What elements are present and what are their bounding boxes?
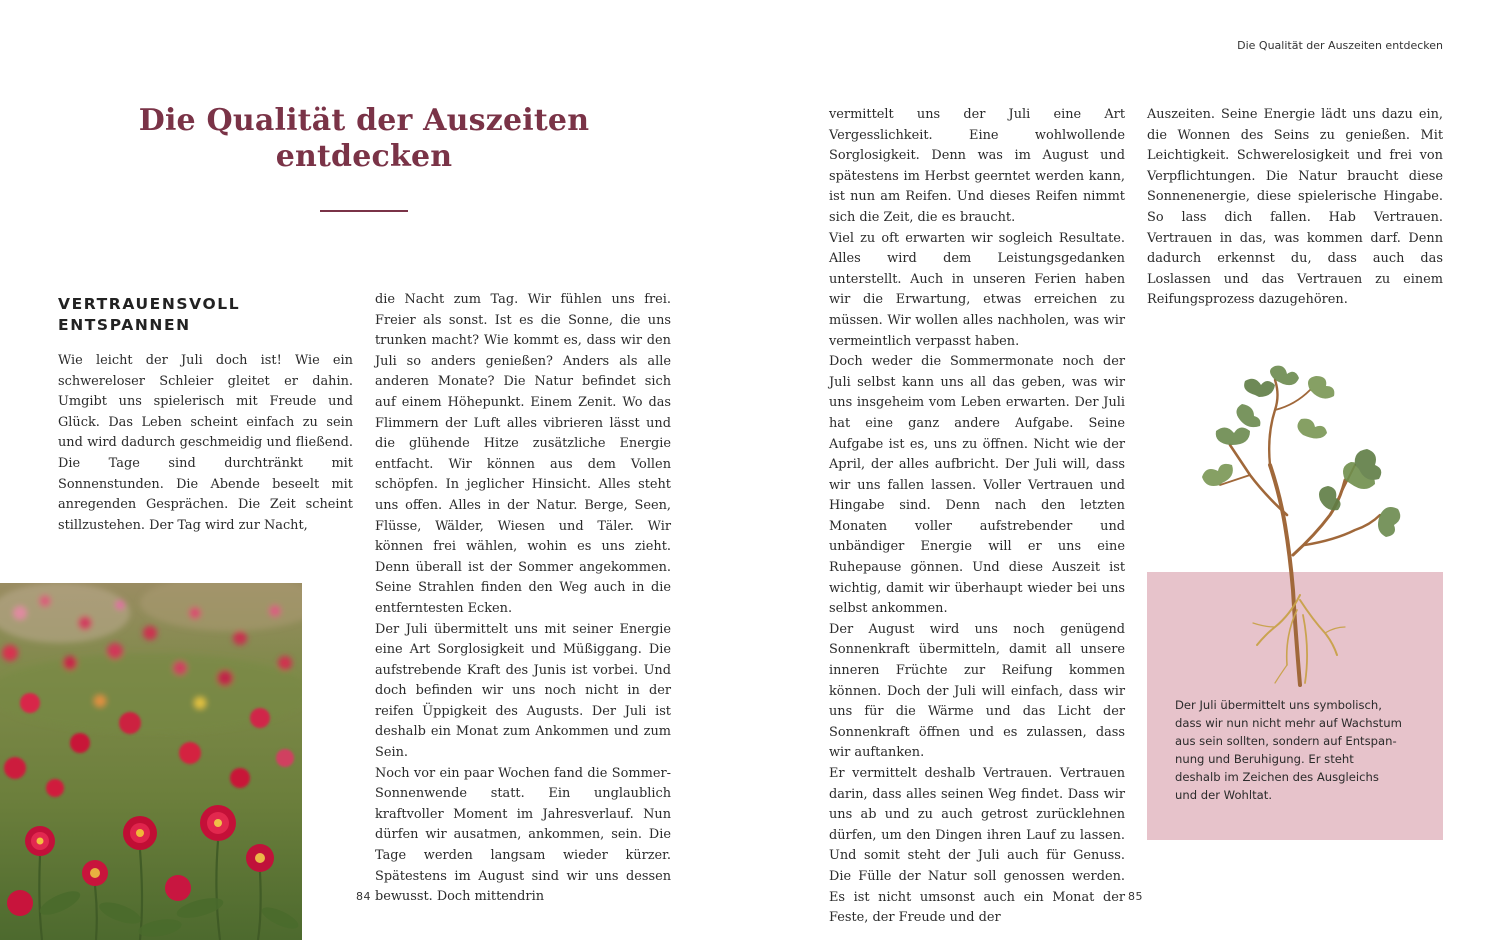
text-column-1 [58,351,353,536]
text-column-2 [375,290,671,908]
zinnia-flower-field-image [0,583,302,940]
info-box-line: aus sein sollten, sondern auf Entspan- [1175,734,1397,748]
info-box-line: nung und Beruhigung. Er steht [1175,752,1354,766]
paragraph: Er vermittelt deshalb Vertrauen. Vertrauen darin, dass alles seinen Weg findet. Dass wir uns ab und zu auch getrost zurücklehnen dürfen, um den Dingen ihren Lauf zu lassen. Und somit steht der Juli auch für Genuss. Die Fülle der Natur soll genossen werden. Es ist nicht umsonst auch ein Monat der Feste, der Freude und der [829,766,1125,926]
title-rule [320,210,408,212]
paragraph: vermittelt uns der Juli eine Art Vergesslichkeit. Eine wohlwollende Sorglosigkeit. Denn was im August und spätestens im Herbst geerntet werden kann, ist nun am Reifen. Und dieses Reifen nimmt sich die Zeit, die es braucht. [829,107,1125,225]
chapter-title [100,103,628,175]
paragraph: die Nacht zum Tag. Wir fühlen uns frei. Freier als sonst. Ist es die Sonne, die uns trunken macht? Wie kommt es, dass wir den Juli so anders genießen? Anders als alle anderen Monate? Die Natur befindet sich auf einem Höhepunkt. Einem Zenit. Wo das Flimmern der Luft alles vibrieren lässt und die glühende Hitze zusätzliche Energie entfacht. Wir können aus dem Vollen schöpfen. In jeglicher Hinsicht. Alles steht uns offen. Alles in der Natur. Berge, Seen, Flüsse, Wälder, Wiesen und Täler. Wir können frei wählen, wohin es uns zieht. Denn überall ist der Sommer angekommen. Seine Strahlen finden den Weg auch in die entferntesten Ecken. [375,292,671,616]
paragraph: Der Juli übermittelt uns mit seiner Energie eine Art Sorglosigkeit und Müßiggang. Die aufstrebende Kraft des Junis ist vorbei. Und doch befinden wir uns noch nicht in der reifen Üppigkeit des Augusts. Der Juli ist deshalb ein Monat zum Ankommen und zum Sein. [375,621,671,761]
section-heading [58,294,358,336]
page-number-left: 84 [356,890,371,903]
watercolor-plant-illustration [1195,365,1405,695]
info-box-line: und der Wohltat. [1175,788,1273,802]
chapter-title-line-1: Die Qualität der Auszeiten [138,103,590,138]
text-column-3 [829,105,1125,929]
page-number-right: 85 [1128,890,1143,903]
zinnia-flower-field-photo [0,583,302,940]
paragraph: Auszeiten. Seine Energie lädt uns dazu ein, die Wonnen des Seins zu genießen. Mit Leichtigkeit. Schwerelosigkeit und frei von Verpflichtungen. Die Natur braucht diese Sonnenenergie, diese spielerische Hingabe. So lass dich fallen. Hab Vertrauen. Vertrauen in das, was kommen darf. Denn dadurch erkennst du, dass auch das Loslassen und das Vertrauen zu einem Reifungsprozess dazugehören. [1147,107,1443,308]
running-head: Die Qualität der Auszeiten entdecken [1237,39,1443,52]
paragraph: Noch vor ein paar Wochen fand die Sommer-Sonnenwende statt. Ein unglaublich kraftvoller Moment im Jahresverlauf. Nun dürfen wir ausatmen, ankommen, sein. Die Tage werden langsam wieder kürzer. Spätestens im August sind wir uns dessen bewusst. Doch mittendrin [375,765,671,905]
section-heading-line-1: VERTRAUENSVOLL [58,295,241,313]
paragraph: Der August wird uns noch genügend Sonnenkraft übermitteln, damit all unsere inneren Früchte zur Reifung kommen können. Doch der Juli will einfach, dass wir uns für die Wärme und das Licht der Sonnenkraft öffnen und es zulassen, dass wir auftanken. [829,621,1125,761]
paragraph: Viel zu oft erwarten wir sogleich Resultate. Alles wird dem Leistungsgedanken unterstellt. Auch in unseren Ferien haben wir die Erwartung, etwas erreichen zu müssen. Wir wollen alles nachholen, was wir vermeintlich verpasst haben. [829,230,1125,349]
text-column-4 [1147,105,1443,311]
chapter-title-line-2: entdecken [275,139,453,174]
section-heading-line-2: ENTSPANNEN [58,316,191,334]
plant-with-roots-icon [1195,365,1405,695]
info-box-text [1175,696,1425,804]
info-box-line: deshalb im Zeichen des Ausgleichs [1175,770,1379,784]
info-box-line: Der Juli übermittelt uns symbolisch, [1175,698,1382,712]
info-box-line: dass wir nun nicht mehr auf Wachstum [1175,716,1402,730]
paragraph: Wie leicht der Juli doch ist! Wie ein schwereloser Schleier gleitet er dahin. Umgibt uns spielerisch mit Freude und Glück. Das Leben scheint einfach zu sein und wird dadurch geschmeidig und fließend. Die Tage sind durchtränkt mit Sonnenstunden. Die Abende beseelt mit anregenden Gesprächen. Die Zeit scheint stillzustehen. Der Tag wird zur Nacht, [58,353,353,533]
paragraph: Doch weder die Sommermonate noch der Juli selbst kann uns all das geben, was wir uns insgeheim vom Leben erwarten. Der Juli hat eine ganz andere Aufgabe. Seine Aufgabe ist es, uns zu öffnen. Nicht wie der April, der alles aufbricht. Der Juli will, dass wir uns fallen lassen. Voller Vertrauen und Hingabe sind. Denn nach den letzten Monaten voller aufstrebender und unbändiger Energie will er uns eine Ruhepause gönnen. Und diese Auszeit ist wichtig, damit wir überhaupt wieder bei uns selbst ankommen. [829,354,1125,617]
